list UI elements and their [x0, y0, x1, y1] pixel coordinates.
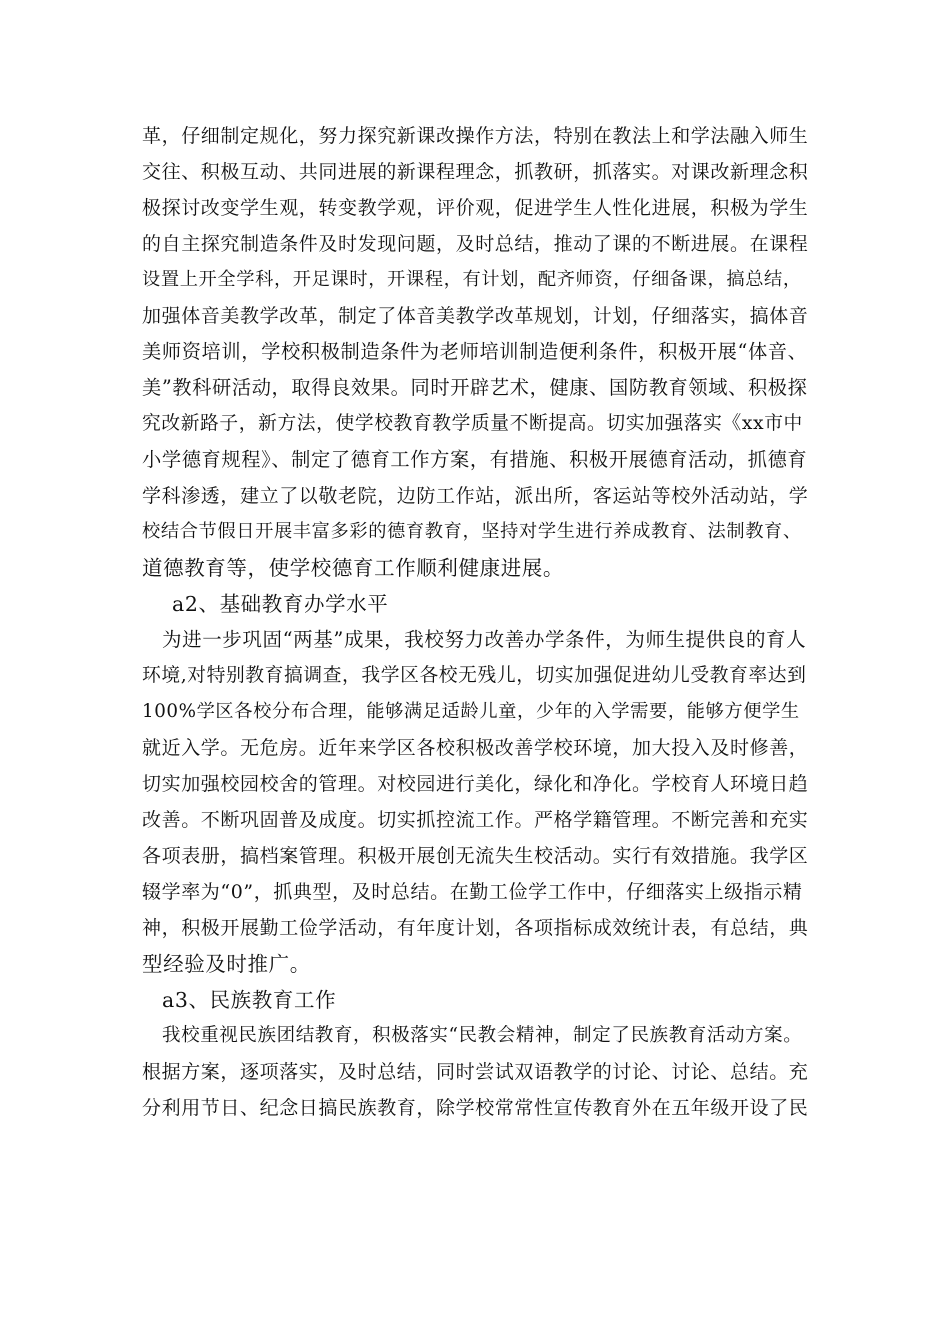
text-line: 加强体音美教学改革，制定了体音美教学改革规划，计划，仔细落实，搞体音 [142, 305, 809, 327]
text-line: 神，积极开展勤工俭学活动，有年度计划，各项指标成效统计表，有总结，典 [142, 917, 809, 939]
text-line: 环境,对特别教育搞调查，我学区各校无残儿，切实加强促进幼儿受教育率达到 [142, 665, 807, 686]
text-line: 道德教育等，使学校德育工作顺利健康进展。 [142, 556, 564, 580]
text-line: 美师资培训，学校积极制造条件为老师培训制造便利条件，积极开展“体音、 [142, 340, 808, 363]
text-line: 极探讨改变学生观，转变教学观，评价观，促进学生人性化进展，积极为学生 [142, 197, 809, 219]
text-line: 100%学区各校分布合理，能够满足适龄儿童，少年的入学需要，能够方便学生 [142, 701, 800, 722]
text-line: 革，仔细制定规化，努力探究新课改操作方法，特别在教法上和学法融入师生 [142, 125, 809, 147]
text-line: 校结合节假日开展丰富多彩的德育教育，坚持对学生进行养成教育、法制教育、 [142, 521, 802, 542]
text-line: 我校重视民族团结教育，积极落实“民教会精神，制定了民族教育活动方案。 [162, 1025, 803, 1046]
text-line: 辍学率为“0”，抓典型，及时总结。在勤工俭学工作中，仔细落实上级指示精 [142, 881, 803, 903]
text-line: 为进一步巩固“两基”成果，我校努力改善办学条件，为师生提供良的育人 [162, 628, 807, 651]
text-line: 各项表册，搞档案管理。积极开展创无流失生校活动。实行有效措施。我学区 [142, 845, 809, 867]
text-line: 小学德育规程》、制定了德育工作方案，有措施、积极开展德育活动，抓德育 [142, 448, 808, 471]
text-line: 学科渗透，建立了以敬老院，边防工作站，派出所，客运站等校外活动站，学 [142, 485, 809, 507]
text-line: 就近入学。无危房。近年来学区各校积极改善学校环境，加大投入及时修善， [142, 737, 809, 759]
text-line: 改善。不断巩固普及成度。切实抓控流工作。严格学籍管理。不断完善和充实 [142, 809, 809, 831]
text-line: 设置上开全学科，开足课时，开课程，有计划，配齐师资，仔细备课，搞总结， [142, 269, 802, 290]
section-heading: a2、基础教育办学水平 [172, 592, 389, 616]
text-line: 切实加强校园校舍的管理。对校园进行美化，绿化和净化。学校育人环境日趋 [142, 773, 809, 795]
text-line: 分利用节日、纪念日搞民族教育，除学校常常性宣传教育外在五年级开设了民 [142, 1097, 809, 1119]
text-line: 美”教科研活动，取得良效果。同时开辟艺术，健康、国防教育领域、积极探 [142, 376, 808, 399]
text-line: 根据方案，逐项落实，及时总结，同时尝试双语教学的讨论、讨论、总结。充 [142, 1061, 809, 1083]
text-line: 交往、积极互动、共同进展的新课程理念，抓教研，抓落实。对课改新理念积 [142, 161, 809, 183]
text-line: 究改新路子，新方法，使学校教育教学质量不断提高。切实加强落实《xx市中 [142, 413, 803, 434]
text-line: 的自主探究制造条件及时发现问题，及时总结，推动了课的不断进展。在课程 [142, 233, 809, 255]
section-heading: a3、民族教育工作 [162, 988, 337, 1012]
text-line: 型经验及时推广。 [142, 952, 311, 976]
